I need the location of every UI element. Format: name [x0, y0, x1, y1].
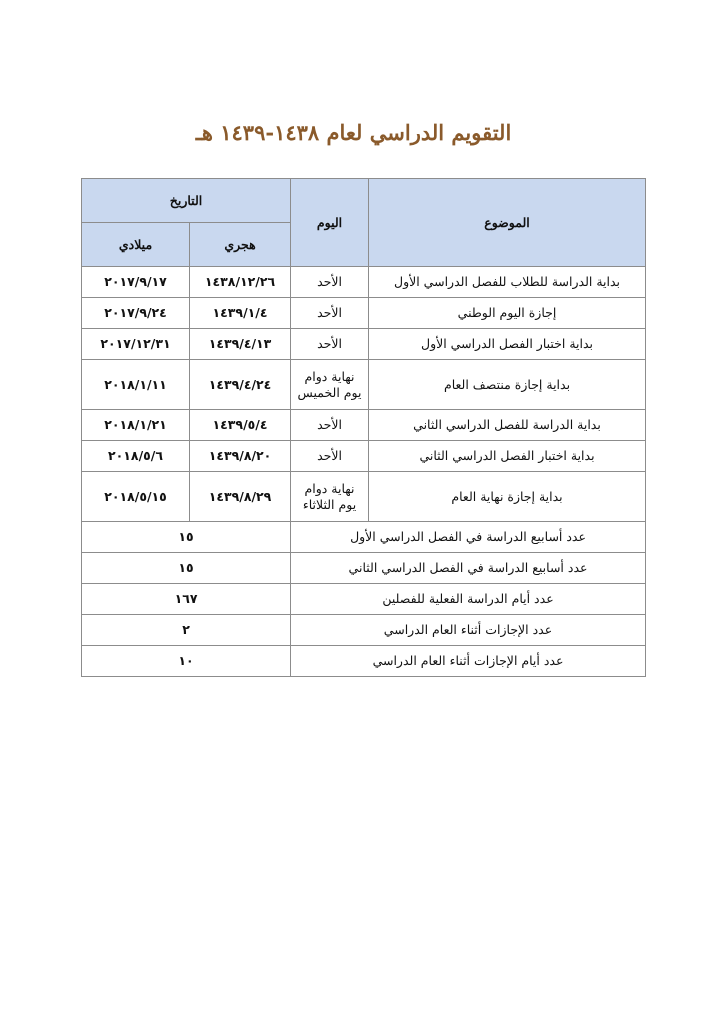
row-topic: بداية اختبار الفصل الدراسي الأول [369, 329, 646, 360]
header-date: التاريخ [82, 179, 291, 223]
row-gregorian-date: ٢٠١٨/١/٢١ [82, 410, 190, 441]
summary-label: عدد أسابيع الدراسة في الفصل الدراسي الثاني [291, 553, 646, 584]
table-row [82, 298, 646, 329]
row-hijri-date: ١٤٣٩/٨/٢٩ [190, 472, 291, 522]
row-day: الأحد [291, 410, 369, 441]
row-topic: بداية اختبار الفصل الدراسي الثاني [369, 441, 646, 472]
row-day: الأحد [291, 267, 369, 298]
summary-row [82, 522, 646, 553]
table-row [82, 472, 646, 522]
summary-value: ٢ [82, 615, 291, 646]
row-hijri-date: ١٤٣٩/١/٤ [190, 298, 291, 329]
header-topic: الموضوع [369, 179, 646, 267]
summary-label: عدد أسابيع الدراسة في الفصل الدراسي الأول [291, 522, 646, 553]
summary-row [82, 646, 646, 677]
row-topic: إجازة اليوم الوطني [369, 298, 646, 329]
row-day: الأحد [291, 441, 369, 472]
summary-label: عدد أيام الدراسة الفعلية للفصلين [291, 584, 646, 615]
row-day: نهاية دوام يوم الخميس [291, 360, 369, 410]
row-gregorian-date: ٢٠١٧/٩/٢٤ [82, 298, 190, 329]
summary-label: عدد أيام الإجازات أثناء العام الدراسي [291, 646, 646, 677]
row-hijri-date: ١٤٣٨/١٢/٢٦ [190, 267, 291, 298]
row-hijri-date: ١٤٣٩/٨/٢٠ [190, 441, 291, 472]
table-row [82, 360, 646, 410]
row-topic: بداية إجازة منتصف العام [369, 360, 646, 410]
row-gregorian-date: ٢٠١٨/٥/١٥ [82, 472, 190, 522]
academic-calendar-table [81, 178, 646, 677]
page-title: التقويم الدراسي لعام ١٤٣٨-١٤٣٩ هـ [195, 120, 512, 145]
row-topic: بداية الدراسة للطلاب للفصل الدراسي الأول [369, 267, 646, 298]
row-day: نهاية دوام يوم الثلاثاء [291, 472, 369, 522]
row-gregorian-date: ٢٠١٨/٥/٦ [82, 441, 190, 472]
summary-label: عدد الإجازات أثناء العام الدراسي [291, 615, 646, 646]
row-hijri-date: ١٤٣٩/٤/٢٤ [190, 360, 291, 410]
row-topic: بداية الدراسة للفصل الدراسي الثاني [369, 410, 646, 441]
row-gregorian-date: ٢٠١٧/٩/١٧ [82, 267, 190, 298]
summary-row [82, 615, 646, 646]
header-day: اليوم [291, 179, 369, 267]
summary-row [82, 584, 646, 615]
header-hijri: هجري [190, 223, 291, 267]
header-gregorian: ميلادي [82, 223, 190, 267]
row-gregorian-date: ٢٠١٨/١/١١ [82, 360, 190, 410]
summary-value: ١٥ [82, 553, 291, 584]
summary-row [82, 553, 646, 584]
table-row [82, 410, 646, 441]
summary-value: ١٥ [82, 522, 291, 553]
row-hijri-date: ١٤٣٩/٤/١٣ [190, 329, 291, 360]
row-day: الأحد [291, 329, 369, 360]
summary-value: ١٦٧ [82, 584, 291, 615]
table-row [82, 329, 646, 360]
row-day: الأحد [291, 298, 369, 329]
row-topic: بداية إجازة نهاية العام [369, 472, 646, 522]
summary-value: ١٠ [82, 646, 291, 677]
row-gregorian-date: ٢٠١٧/١٢/٣١ [82, 329, 190, 360]
table-row [82, 267, 646, 298]
row-hijri-date: ١٤٣٩/٥/٤ [190, 410, 291, 441]
table-row [82, 441, 646, 472]
